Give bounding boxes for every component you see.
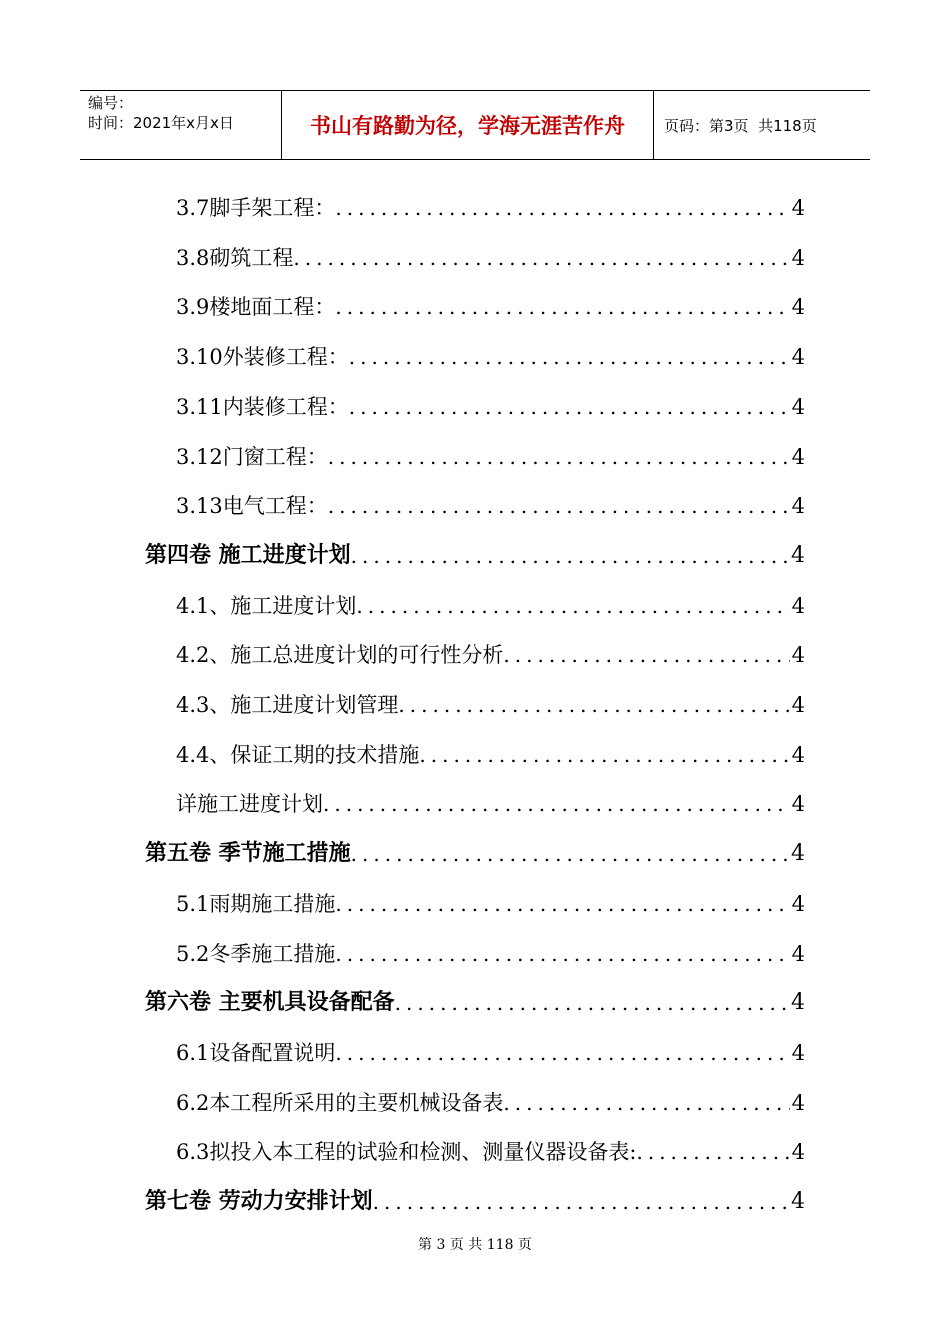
- toc-section-entry[interactable]: [176, 183, 805, 223]
- toc-entry-label: 3.8砌筑工程: [176, 245, 294, 270]
- toc-entry-label: 4.3、施工进度计划管理: [176, 693, 399, 717]
- toc-entry-label: 5.2冬季施工措施: [176, 941, 336, 966]
- toc-entry-label: 4.1、施工进度计划: [176, 593, 357, 618]
- toc-leader-dots: [293, 243, 789, 273]
- toc-entry-label: 5.1雨期施工措施: [176, 891, 336, 916]
- toc-entry-label: 第六卷 主要机具设备配备: [145, 990, 395, 1016]
- toc-section-entry[interactable]: [176, 779, 805, 819]
- toc-entry-page: 4: [791, 196, 805, 220]
- toc-entry-label: 6.2本工程所采用的主要机械设备表: [176, 1090, 504, 1115]
- toc-section-entry[interactable]: [176, 879, 805, 919]
- toc-entry-page: 4: [791, 295, 805, 320]
- toc-leader-dots: [335, 1038, 789, 1068]
- toc-entry-label: 第四卷 施工进度计划: [145, 542, 351, 568]
- toc-leader-dots: [328, 442, 790, 472]
- toc-entry-label: 第七卷 劳动力安排计划: [145, 1189, 373, 1214]
- toc-leader-dots: [335, 193, 789, 223]
- toc-leader-dots: [373, 1187, 789, 1217]
- toc-chapter-entry[interactable]: [145, 531, 805, 571]
- toc-entry-page: 4: [791, 494, 805, 519]
- toc-entry-label: 3.7脚手架工程：: [176, 196, 336, 220]
- toc-section-entry[interactable]: [176, 730, 805, 770]
- toc-leader-dots: [351, 839, 789, 869]
- toc-entry-label: 4.4、保证工期的技术措施: [176, 742, 420, 767]
- toc-entry-page: 4: [791, 542, 805, 568]
- toc-leader-dots: [328, 491, 790, 521]
- toc-leader-dots: [323, 789, 790, 819]
- toc-entry-label: 3.9楼地面工程：: [176, 295, 336, 320]
- toc-section-entry[interactable]: [176, 432, 805, 472]
- toc-section-entry[interactable]: [176, 1078, 805, 1118]
- toc-entry-label: 4.2、施工总进度计划的可行性分析: [176, 643, 504, 668]
- toc-leader-dots: [503, 1088, 789, 1118]
- toc-entry-page: 4: [791, 891, 805, 916]
- toc-entry-page: 4: [791, 444, 805, 469]
- toc-leader-dots: [636, 1137, 789, 1167]
- toc-entry-page: 4: [791, 693, 805, 717]
- header-page-info: [654, 91, 870, 159]
- toc-leader-dots: [335, 292, 789, 322]
- toc-leader-dots: [335, 939, 789, 969]
- toc-entry-page: 4: [791, 593, 805, 618]
- toc-leader-dots: [503, 640, 789, 670]
- toc-section-entry[interactable]: [176, 1127, 805, 1167]
- toc-leader-dots: [349, 342, 790, 372]
- header-meta: [80, 91, 282, 159]
- toc-entry-page: 4: [791, 941, 805, 966]
- page-header: [80, 90, 870, 160]
- toc-entry-label: 3.10外装修工程：: [176, 345, 349, 370]
- toc-section-entry[interactable]: [176, 382, 805, 422]
- toc-section-entry[interactable]: [176, 630, 805, 670]
- toc-entry-page: 4: [791, 1140, 805, 1165]
- toc-entry-page: 4: [791, 1040, 805, 1065]
- toc-entry-page: 4: [791, 792, 805, 817]
- toc-leader-dots: [398, 690, 789, 720]
- toc-leader-dots: [395, 988, 789, 1018]
- toc-section-entry[interactable]: [176, 282, 805, 322]
- header-motto: 书山有路勤为径，学海无涯苦作舟: [282, 91, 654, 159]
- document-number-label: 编号：: [88, 94, 134, 112]
- toc-entry-page: 4: [791, 990, 805, 1016]
- toc-leader-dots: [419, 740, 789, 770]
- toc-entry-label: 6.1设备配置说明: [176, 1040, 336, 1065]
- toc-leader-dots: [356, 591, 789, 621]
- toc-entry-label: 6.3拟投入本工程的试验和检测、测量仪器设备表:: [176, 1140, 637, 1165]
- page-footer: 第 3 页 共 118 页: [418, 1237, 532, 1253]
- toc-entry-page: 4: [791, 742, 805, 767]
- toc-leader-dots: [351, 541, 789, 571]
- toc-section-entry[interactable]: [176, 680, 805, 720]
- toc-chapter-entry[interactable]: [145, 978, 805, 1018]
- toc-entry-label: 第五卷 季节施工措施: [145, 841, 351, 867]
- toc-entry-page: 4: [791, 394, 805, 419]
- toc-section-entry[interactable]: [176, 581, 805, 621]
- toc-entry-page: 4: [791, 345, 805, 370]
- toc-section-entry[interactable]: [176, 332, 805, 372]
- toc-entry-page: 4: [791, 1189, 805, 1214]
- toc-entry-page: 4: [791, 643, 805, 668]
- toc-entry-page: 4: [791, 1090, 805, 1115]
- document-date: 时间：2021年x月x日: [88, 114, 234, 132]
- toc-section-entry[interactable]: [176, 233, 805, 273]
- toc-entry-label: 3.12门窗工程：: [176, 444, 328, 469]
- toc-chapter-entry[interactable]: [145, 829, 805, 869]
- toc-leader-dots: [349, 392, 790, 422]
- toc-section-entry[interactable]: [176, 929, 805, 969]
- toc-chapter-entry[interactable]: [145, 1177, 805, 1217]
- header-page-info-text: 页码：第3页 共118页: [664, 116, 817, 135]
- toc-entry-label: 3.11内装修工程：: [176, 394, 349, 419]
- toc-leader-dots: [335, 889, 789, 919]
- toc-entry-page: 4: [791, 245, 805, 270]
- toc-section-entry[interactable]: [176, 481, 805, 521]
- toc-section-entry[interactable]: [176, 1028, 805, 1068]
- toc-entry-label: 详施工进度计划: [176, 792, 323, 817]
- toc-entry-label: 3.13电气工程：: [176, 494, 328, 519]
- toc-entry-page: 4: [791, 841, 805, 867]
